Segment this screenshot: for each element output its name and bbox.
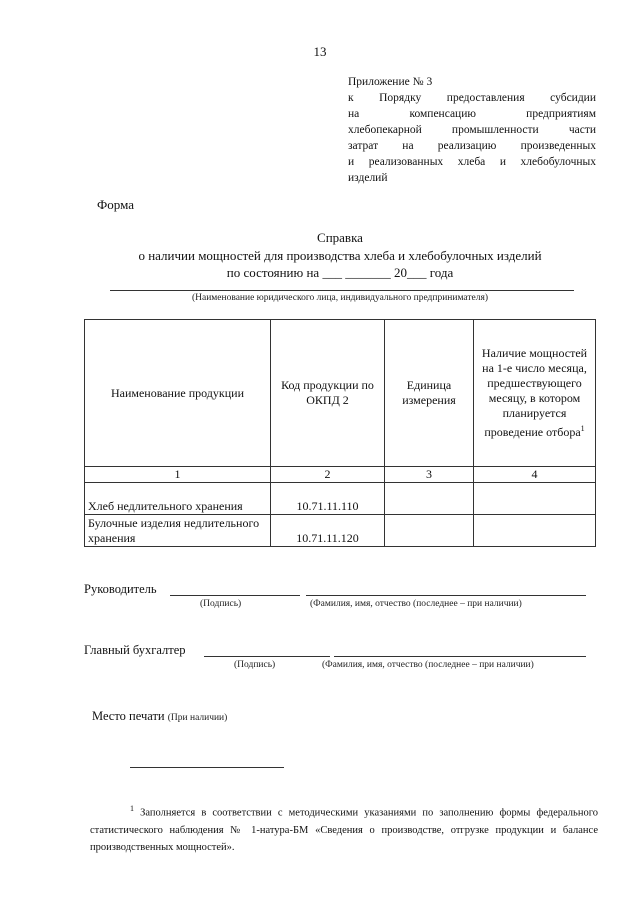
appendix-line: Приложение № 3 [348,76,433,88]
entity-name-line[interactable] [110,290,574,291]
unit-cell[interactable] [385,483,474,515]
footnote-ref: 1 [580,424,585,433]
header-okpd-code: Код продукции по ОКПД 2 [271,320,385,467]
table-header-row [85,320,596,467]
appendix-line: на компенсацию предприятиям [348,108,596,120]
footnote-mark: 1 [130,804,134,813]
product-code: 10.71.11.110 [271,483,385,515]
col-number: 2 [271,467,385,483]
head-name-line[interactable] [306,595,586,596]
accountant-name-caption: (Фамилия, имя, отчество (последнее – при наличии) [322,660,534,670]
table-row [85,483,596,515]
page-number: 13 [313,44,327,59]
capacity-cell[interactable] [474,515,596,547]
stamp-note: (При наличии) [167,713,228,723]
appendix-line: затрат на реализацию произведенных [348,140,596,152]
appendix-line: к Порядку предоставления субсидии [348,92,596,104]
footnote [90,800,598,856]
unit-cell[interactable] [385,515,474,547]
entity-caption: (Наименование юридического лица, индивидуального предпринимателя) [191,293,489,303]
footnote-separator [130,767,284,768]
capacity-table [84,319,596,547]
header-capacity-text: Наличие мощностей на 1-е число месяца, предшествующего месяцу, в котором планируется проведение отбора [481,346,588,439]
table-row [85,515,596,547]
document-title: Справка [317,230,363,245]
head-signature-line[interactable] [170,595,300,596]
col-number: 1 [85,467,271,483]
accountant-sign-caption: (Подпись) [234,660,276,670]
appendix-block [348,74,596,186]
product-name: Хлеб недлительного хранения [85,483,271,515]
column-numbers-row [85,467,596,483]
col-number: 3 [385,467,474,483]
col-number: 4 [474,467,596,483]
head-label: Руководитель [84,582,157,596]
accountant-signature-line[interactable] [204,656,330,657]
appendix-line: изделий [348,172,388,184]
header-product-name: Наименование продукции [85,320,271,467]
stamp-place [92,709,227,724]
document-subtitle: о наличии мощностей для производства хлеба и хлебобулочных изделий [138,248,542,263]
appendix-line: и реализованных хлеба и хлебобулочных [348,156,596,168]
header-unit: Единица измерения [385,320,474,467]
product-name: Булочные изделия недлительного хранения [85,515,271,547]
header-capacity [474,320,596,467]
head-name-caption: (Фамилия, имя, отчество (последнее – при наличии) [310,599,522,609]
appendix-line: хлебопекарной промышленности части [348,124,596,136]
stamp-label: Место печати [92,709,165,723]
accountant-label: Главный бухгалтер [84,643,186,657]
form-label: Форма [97,197,134,212]
footnote-text: Заполняется в соответствии с методическими указаниями по заполнению формы федерального статистического наблюдения № 1-натура-БМ «Сведения о производстве, отгрузке продукции и балансе производственных мощностей». [90,807,598,853]
product-code: 10.71.11.120 [271,515,385,547]
head-sign-caption: (Подпись) [200,599,242,609]
capacity-cell[interactable] [474,483,596,515]
date-line: по состоянию на ___ _______ 20___ года [226,265,454,280]
accountant-name-line[interactable] [334,656,586,657]
